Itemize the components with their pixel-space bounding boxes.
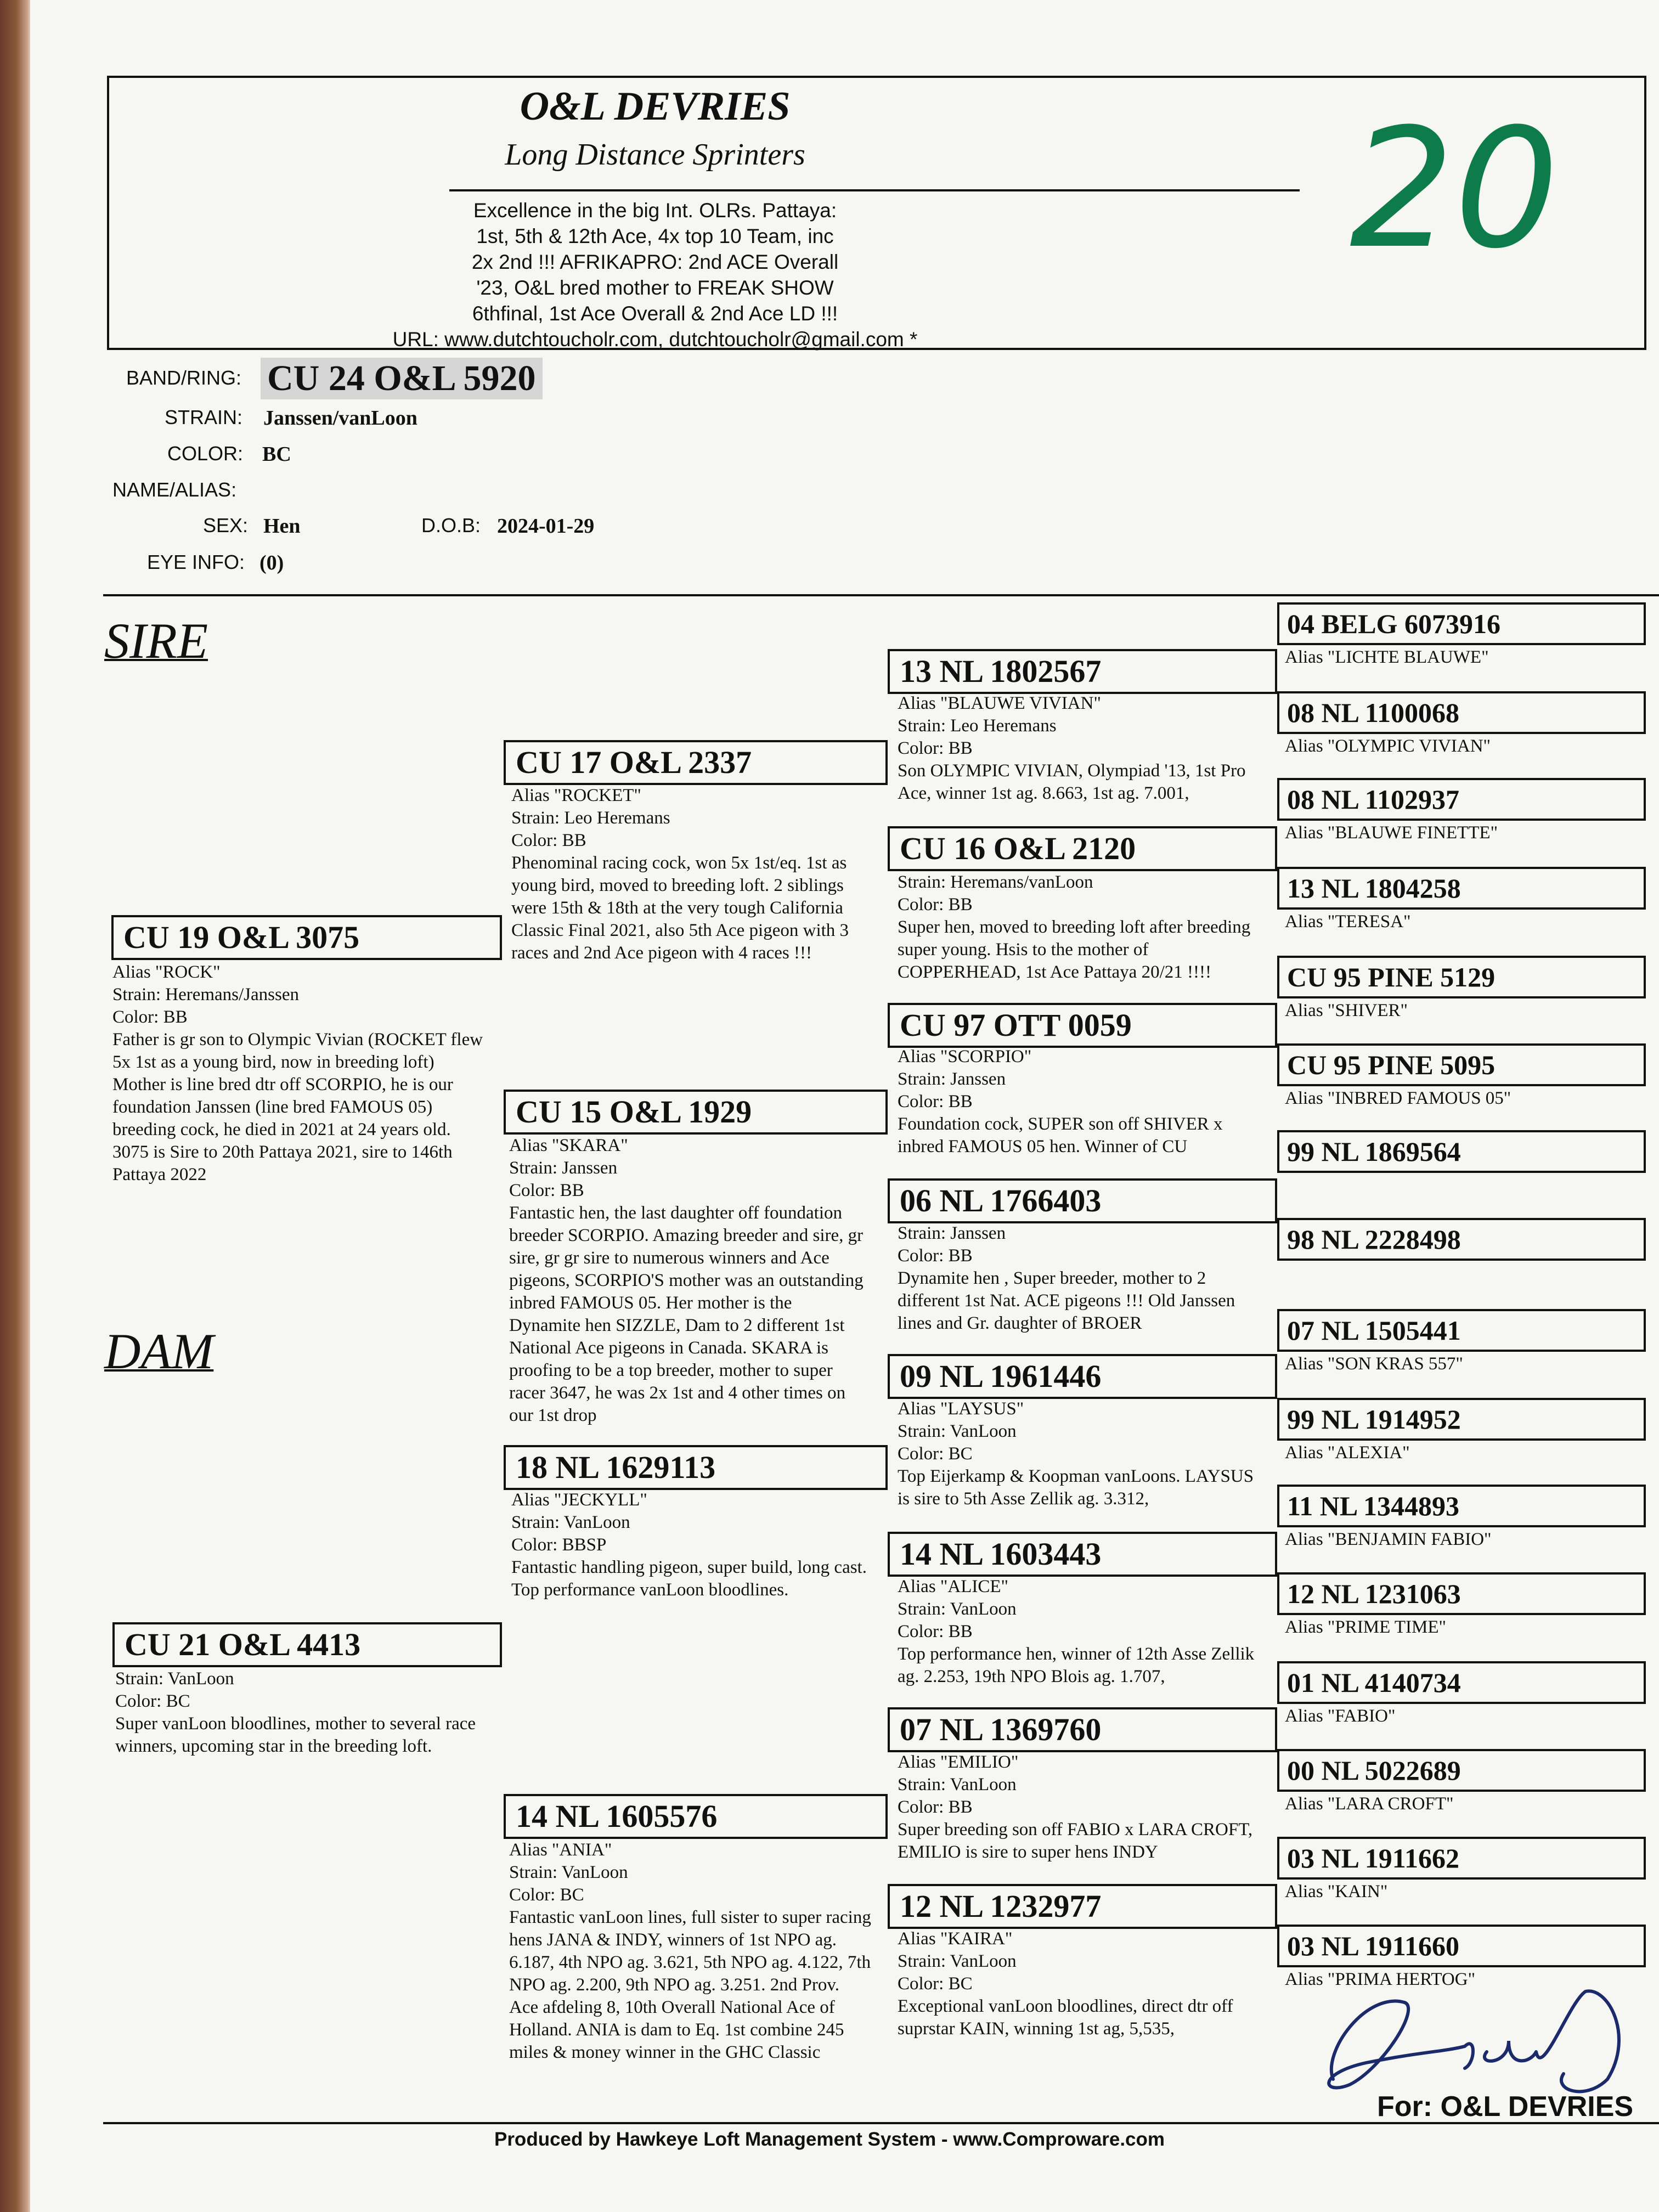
info-line: Son OLYMPIC VIVIAN, Olympiad '13, 1st Pro Ace, winner 1st ag. 8.663, 1st ag. 7.001, <box>898 761 1246 803</box>
gen3-info <box>898 1576 1260 1688</box>
gen4-alias: Alias "TERESA" <box>1285 912 1411 932</box>
info-line: Color: BC <box>115 1691 190 1711</box>
details-divider <box>103 594 1659 596</box>
gen4-alias: Alias "SHIVER" <box>1285 1001 1408 1020</box>
info-line: Color: BB <box>898 1797 973 1817</box>
gen4-ring: CU 95 PINE 5129 <box>1277 956 1646 998</box>
gen4-alias: Alias "LARA CROFT" <box>1285 1794 1454 1814</box>
gen4-ring: 03 NL 1911662 <box>1277 1837 1646 1880</box>
info-line: Alias "LAYSUS" <box>898 1399 1024 1419</box>
footer-text: Produced by Hawkeye Loft Management System - www.Comproware.com <box>494 2129 1165 2150</box>
info-line: Alias "SKARA" <box>509 1136 628 1155</box>
info-line: Strain: Leo Heremans <box>511 808 670 828</box>
info-line: Color: BB <box>898 738 973 758</box>
header-line: 1st, 5th & 12th Ace, 4x top 10 Team, inc <box>476 225 834 247</box>
info-line: Strain: VanLoon <box>898 1775 1017 1795</box>
header-line: 2x 2nd !!! AFRIKAPRO: 2nd ACE Overall <box>471 251 839 273</box>
gen3-info <box>898 1928 1260 2040</box>
handwritten-number: 20 <box>1350 93 1559 285</box>
header-url-line[interactable]: URL: www.dutchtoucholr.com, dutchtoucholr@gmail.com * <box>392 328 918 351</box>
gen2-ring: 14 NL 1605576 <box>504 1794 888 1839</box>
info-line: Color: BB <box>509 1181 584 1200</box>
info-line: Fantastic handling pigeon, super build, long cast. Top performance vanLoon bloodlines. <box>511 1558 867 1600</box>
info-line: Color: BC <box>509 1885 584 1905</box>
gen3-ring: 14 NL 1603443 <box>888 1532 1277 1577</box>
dam-info <box>115 1668 483 1758</box>
gen4-ring: 04 BELG 6073916 <box>1277 602 1646 645</box>
header-text <box>109 198 1201 352</box>
sire-heading: SIRE <box>104 613 208 669</box>
info-line: Strain: VanLoon <box>898 1421 1017 1441</box>
gen4-ring: 07 NL 1505441 <box>1277 1309 1646 1352</box>
gen4-ring: 11 NL 1344893 <box>1277 1485 1646 1527</box>
name-label: NAME/ALIAS: <box>112 478 237 501</box>
gen4-alias: Alias "ALEXIA" <box>1285 1443 1410 1463</box>
gen3-info <box>898 1398 1260 1510</box>
info-line: Strain: VanLoon <box>898 1951 1017 1971</box>
header-line: 6thfinal, 1st Ace Overall & 2nd Ace LD !!! <box>472 302 838 325</box>
sire-info <box>112 961 486 1186</box>
info-line: Strain: Janssen <box>509 1158 618 1178</box>
info-line: Color: BB <box>898 1092 973 1111</box>
info-line: Color: BB <box>898 1246 973 1266</box>
info-line: Color: BC <box>898 1974 973 1994</box>
info-line: Foundation cock, SUPER son off SHIVER x inbred FAMOUS 05 hen. Winner of CU <box>898 1114 1223 1156</box>
signature-for: For: O&L DEVRIES <box>1377 2091 1634 2123</box>
info-line: Alias "ROCKET" <box>511 786 641 805</box>
gen4-ring: 03 NL 1911660 <box>1277 1925 1646 1967</box>
info-line: Alias "KAIRA" <box>898 1929 1013 1949</box>
gen4-ring: 00 NL 5022689 <box>1277 1749 1646 1792</box>
gen2-info <box>509 1135 866 1427</box>
gen3-info <box>898 692 1260 805</box>
gen2-ring: CU 17 O&L 2337 <box>504 740 888 785</box>
info-line: Super vanLoon bloodlines, mother to several race winners, upcoming star in the breeding loft. <box>115 1714 476 1756</box>
gen3-ring: 07 NL 1369760 <box>888 1707 1277 1752</box>
gen4-ring: 98 NL 2228498 <box>1277 1218 1646 1261</box>
info-line: Strain: Leo Heremans <box>898 716 1057 736</box>
gen4-alias: Alias "OLYMPIC VIVIAN" <box>1285 736 1491 756</box>
gen4-ring: CU 95 PINE 5095 <box>1277 1043 1646 1086</box>
gen4-alias: Alias "LICHTE BLAUWE" <box>1285 647 1489 667</box>
info-line: Strain: Heremans/Janssen <box>112 985 300 1005</box>
info-line: Fantastic hen, the last daughter off foundation breeder SCORPIO. Amazing breeder and sire, gr sire, gr gr sire to numerous winners and Ace pigeons, SCORPIO'S mother was an outstanding inbred FAMOUS 05. Her mother is the Dynamite hen SIZZLE, Dam to 2 different 1st National Ace pigeons in Canada. SKARA is proofing to be a top breeder, mother to super racer 3647, he was 2x 1st and 4 other times on our 1st drop <box>509 1203 864 1425</box>
eye-label: EYE INFO: <box>147 551 245 573</box>
gen4-alias: Alias "BENJAMIN FABIO" <box>1285 1530 1492 1549</box>
gen2-ring: 18 NL 1629113 <box>504 1445 888 1490</box>
dob-value: 2024-01-29 <box>497 515 595 538</box>
info-line: Phenominal racing cock, won 5x 1st/eq. 1st as young bird, moved to breeding loft. 2 siblings were 15th & 18th at the very tough California Classic Final 2021, also 5th Ace pigeon with 3 races and 2nd Ace pigeon with 4 races !!! <box>511 853 849 963</box>
info-line: Strain: VanLoon <box>511 1513 630 1532</box>
sex-label: SEX: <box>203 514 249 537</box>
band-label: BAND/RING: <box>126 366 242 389</box>
gen4-alias: Alias "INBRED FAMOUS 05" <box>1285 1088 1511 1108</box>
gen4-alias: Alias "BLAUWE FINETTE" <box>1285 823 1498 843</box>
color-label: COLOR: <box>167 442 244 465</box>
gen3-info <box>898 1222 1260 1335</box>
info-line: Strain: VanLoon <box>509 1863 628 1882</box>
gen4-ring: 12 NL 1231063 <box>1277 1572 1646 1615</box>
info-line: Super hen, moved to breeding loft after breeding super young. Hsis to the mother of COPPERHEAD, 1st Ace Pattaya 20/21 !!!! <box>898 917 1251 982</box>
dam-ring: CU 21 O&L 4413 <box>112 1622 502 1667</box>
sire-ring: CU 19 O&L 3075 <box>111 915 502 960</box>
info-line: Father is gr son to Olympic Vivian (ROCKET flew 5x 1st as a young bird, now in breeding loft) Mother is line bred dtr off SCORPIO, he is our foundation Janssen (line bred FAMOUS 05) breeding cock, he died in 2021 at 24 years old. <box>112 1030 483 1139</box>
info-line: Top Eijerkamp & Koopman vanLoons. LAYSUS is sire to 5th Asse Zellik ag. 3.312, <box>898 1466 1254 1509</box>
gen3-ring: 09 NL 1961446 <box>888 1354 1277 1399</box>
gen3-ring: 06 NL 1766403 <box>888 1178 1277 1223</box>
gen3-ring: 13 NL 1802567 <box>888 649 1277 694</box>
gen2-info <box>511 785 868 964</box>
gen4-ring: 08 NL 1100068 <box>1277 691 1646 734</box>
info-line: Dynamite hen , Super breeder, mother to 2 different 1st Nat. ACE pigeons !!! Old Janssen lines and Gr. daughter of BROER <box>898 1268 1235 1333</box>
info-line: Alias "ANIA" <box>509 1840 612 1860</box>
gen2-ring: CU 15 O&L 1929 <box>504 1090 888 1135</box>
gen4-ring: 99 NL 1914952 <box>1277 1398 1646 1441</box>
info-line: Alias "ALICE" <box>898 1577 1008 1596</box>
info-line: Color: BC <box>898 1444 973 1464</box>
info-line: Alias "ROCK" <box>112 962 221 982</box>
info-line: Super breeding son off FABIO x LARA CROFT, EMILIO is sire to super hens INDY <box>898 1820 1253 1862</box>
strain-label: STRAIN: <box>165 406 243 428</box>
info-line: Top performance hen, winner of 12th Asse Zellik ag. 2.253, 19th NPO Blois ag. 1.707, <box>898 1644 1255 1686</box>
gen3-ring: 12 NL 1232977 <box>888 1884 1277 1929</box>
info-line: Exceptional vanLoon bloodlines, direct dtr off suprstar KAIN, winning 1st ag, 5,535, <box>898 1996 1233 2039</box>
info-line: Alias "JECKYLL" <box>511 1490 647 1510</box>
gen4-ring: 08 NL 1102937 <box>1277 778 1646 821</box>
gen3-info <box>898 1751 1260 1864</box>
loft-subtitle: Long Distance Sprinters <box>505 138 805 172</box>
header-divider <box>449 189 1300 191</box>
gen2-info <box>511 1489 868 1601</box>
gen4-alias: Alias "FABIO" <box>1285 1706 1396 1726</box>
footer-divider <box>103 2122 1659 2124</box>
info-line: 3075 is Sire to 20th Pattaya 2021, sire to 146th Pattaya 2022 <box>112 1142 453 1184</box>
header-line: '23, O&L bred mother to FREAK SHOW <box>476 276 834 299</box>
info-line: Alias "BLAUWE VIVIAN" <box>898 693 1101 713</box>
gen3-ring: CU 97 OTT 0059 <box>888 1003 1277 1048</box>
sex-value: Hen <box>263 515 301 538</box>
eye-value: (0) <box>259 551 284 574</box>
info-line: Alias "SCORPIO" <box>898 1047 1032 1066</box>
gen4-alias: Alias "SON KRAS 557" <box>1285 1354 1463 1374</box>
gen2-info <box>509 1839 871 2064</box>
band-value: CU 24 O&L 5920 <box>261 358 543 399</box>
info-line: Strain: VanLoon <box>115 1669 234 1689</box>
info-line: Alias "EMILIO" <box>898 1752 1019 1772</box>
loft-title: O&L DEVRIES <box>520 84 791 129</box>
dam-heading: DAM <box>104 1323 214 1379</box>
gen3-ring: CU 16 O&L 2120 <box>888 826 1277 871</box>
info-line: Strain: Heremans/vanLoon <box>898 872 1093 892</box>
info-line: Color: BB <box>511 831 586 850</box>
info-line: Strain: VanLoon <box>898 1599 1017 1619</box>
gen3-info <box>898 871 1260 984</box>
info-line: Color: BB <box>898 1622 973 1641</box>
info-line: Strain: Janssen <box>898 1223 1006 1243</box>
gen4-ring: 99 NL 1869564 <box>1277 1130 1646 1173</box>
info-line: Strain: Janssen <box>898 1069 1006 1089</box>
header-line: Excellence in the big Int. OLRs. Pattaya: <box>473 199 837 222</box>
color-value: BC <box>262 443 291 466</box>
strain-value: Janssen/vanLoon <box>263 407 417 430</box>
info-line: Color: BB <box>898 895 973 915</box>
gen4-ring: 13 NL 1804258 <box>1277 867 1646 910</box>
gen4-alias: Alias "PRIMA HERTOG" <box>1285 1970 1476 1989</box>
gen3-info <box>898 1046 1260 1158</box>
gen4-ring: 01 NL 4140734 <box>1277 1661 1646 1704</box>
dob-label: D.O.B: <box>421 514 481 537</box>
info-line: Color: BBSP <box>511 1535 607 1555</box>
gen4-alias: Alias "KAIN" <box>1285 1882 1388 1901</box>
info-line: Color: BB <box>112 1007 188 1027</box>
info-line: Fantastic vanLoon lines, full sister to super racing hens JANA & INDY, winners of 1st NPO ag. 6.187, 4th NPO ag. 3.621, 5th NPO ag. 4.122, 7th NPO ag. 2.200, 9th NPO ag. 3.251. 2nd Prov. Ace afdeling 8, 10th Overall National Ace of Holland. ANIA is dam to Eq. 1st combine 245 miles & money winner in the GHC Classic <box>509 1908 871 2062</box>
gen4-alias: Alias "PRIME TIME" <box>1285 1617 1447 1637</box>
